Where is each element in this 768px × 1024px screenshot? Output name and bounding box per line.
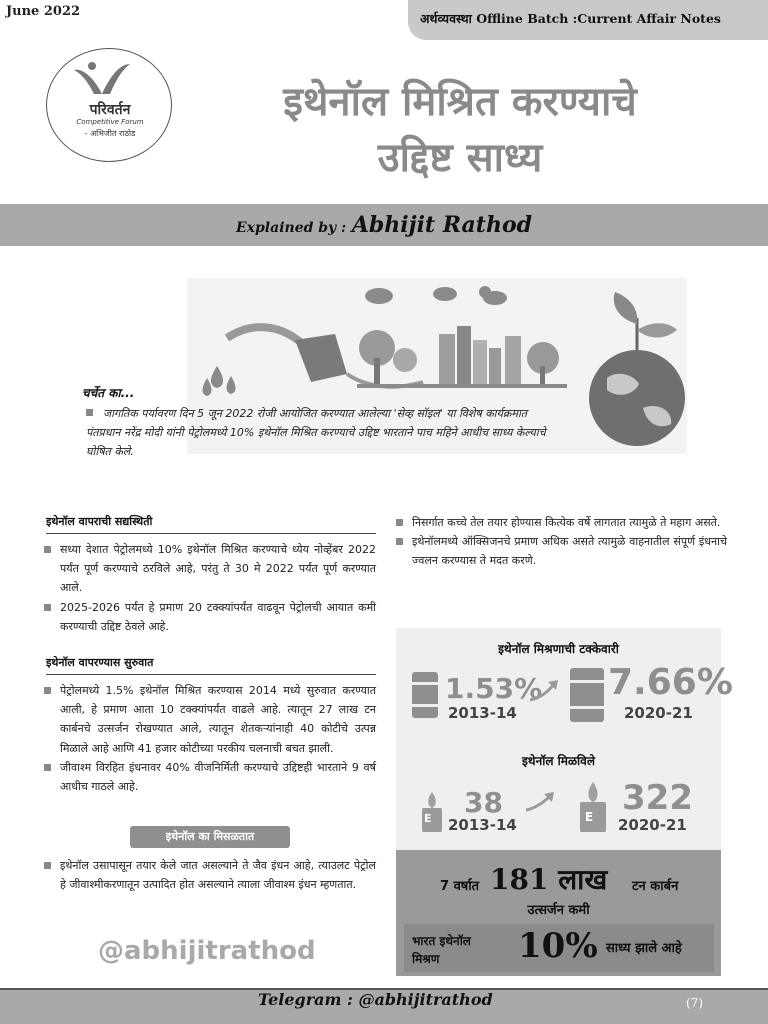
arrow-up-right-icon xyxy=(524,790,558,814)
byline xyxy=(236,212,532,238)
list-item: पेट्रोलमध्ये 1.5% इथेनॉल मिश्रित करण्यास 2014 मध्ये सुरुवात करण्यात आली, हे प्रमाण आता 10 टक्क्यांपर्यंत वाढले आहे. त्यातून 27 लाख टन कार्बनचे उत्सर्जन रोखण्यात आले, त्यातून शेतकऱ्यांनाही 40 कोटीचे उत्पन्न मिळाले आहे आणि 41 हजार कोटीच्या परकीय चलनाची बचत झाली. xyxy=(40,681,376,758)
page-number: (7) xyxy=(686,996,703,1010)
section-why-blend xyxy=(40,856,376,894)
carbon-pre: 7 वर्षात xyxy=(440,879,480,894)
can-label: E xyxy=(424,812,432,825)
section-current-status xyxy=(46,514,376,636)
byline-author: Abhijit Rathod xyxy=(351,212,533,238)
intro-body: जागतिक पर्यावरण दिन 5 जून 2022 रोजी आयोजित करण्यात आलेल्या 'सेव्ह सॉइल' या विशेष कार्यक्रमात पंतप्रधान नरेंद्र मोदी यांनी पेट्रोलमध्ये 10% इथेनॉल मिश्रित करण्याचे उद्दिष्ट भारताने पाच महिने आधीच साध्य केल्याचे घोषित केले. xyxy=(86,407,546,458)
obtained-to-year: 2020-21 xyxy=(618,816,687,834)
obtained-heading: इथेनॉल मिळविले xyxy=(522,754,595,768)
list-item: सध्या देशात पेट्रोलमध्ये 10% इथेनॉल मिश्रित करण्याचे ध्येय नोव्हेंबर 2022 पर्यंत पूर्ण करण्याचे ठरविले आहे, परंतु ते 30 मे 2022 पर्यंत पूर्ण करण्यात आले. xyxy=(40,540,376,598)
list-item: निसर्गात कच्चे तेल तयार होण्यास कित्येक वर्षे लागतात त्यामुळे ते महाग असते. xyxy=(392,513,727,532)
title-line-1: इथेनॉल मिश्रित करण्याचे xyxy=(283,79,637,125)
list-item: इथेनॉल उसापासून तयार केले जात असल्याने ते जैव इंधन आहे, त्याउलट पेट्रोल हे जीवाश्मीकरणातून उत्पादित होत असल्याने त्याला जीवाश्म इंधन म्हणतात. xyxy=(40,856,376,894)
logo-word: परिवर्तन xyxy=(89,102,131,118)
carbon-line2: उत्सर्जन कमी xyxy=(527,903,590,918)
right-points xyxy=(392,513,727,571)
logo-forum: Competitive Forum xyxy=(76,118,144,126)
india-label: भारत इथेनॉल मिश्रण xyxy=(412,934,471,966)
oil-barrel-icon xyxy=(410,668,440,720)
list-item: इथेनॉलमध्ये ऑक्सिजनचे प्रमाण अधिक असते त्यामुळे वाहनातील संपूर्ण इंधनाचे ज्वलन करण्यास ते मदत करणे. xyxy=(392,532,727,570)
byline-prefix: Explained by : xyxy=(236,220,347,236)
ethanol-can-icon xyxy=(578,780,608,834)
blend-to-year: 2020-21 xyxy=(624,704,693,722)
blend-heading: इथेनॉल मिश्रणाची टक्केवारी xyxy=(498,642,619,656)
oil-barrel-icon xyxy=(568,664,606,724)
blend-from-value: 1.53% xyxy=(445,672,543,705)
list-item: जीवाश्म विरहित इंधनावर 40% वीजनिर्मिती करण्याचे उद्दिष्टही भारताने 9 वर्ष आधीच गाठले आहे. xyxy=(40,758,376,796)
divider xyxy=(46,533,376,534)
section-heading-pill: इथेनॉल का मिसळतात xyxy=(130,826,290,848)
list-item: 2025-2026 पर्यंत हे प्रमाण 20 टक्क्यांपर्यंत वाढवून पेट्रोलची आयात कमी करण्याची उद्दिष्ट ठेवले आहे. xyxy=(40,598,376,636)
section-start-of-use xyxy=(46,655,376,796)
page-title xyxy=(200,74,720,186)
title-line-2: उद्दिष्ट साध्य xyxy=(377,135,543,181)
blend-to-value: 7.66% xyxy=(608,662,733,703)
arrow-up-right-icon xyxy=(528,676,562,704)
intro-text xyxy=(86,404,556,461)
bullet-icon xyxy=(86,409,93,416)
series-banner: अर्थव्यवस्था Offline Batch :Current Affair Notes xyxy=(408,0,768,40)
issue-date: June 2022 xyxy=(6,4,81,19)
section-heading: इथेनॉल वापरण्यास सुरुवात xyxy=(46,656,154,669)
wings-icon xyxy=(72,54,132,100)
blend-from-year: 2013-14 xyxy=(448,704,517,722)
logo-name: - अभिजीत राठोड xyxy=(84,129,136,138)
watermark-handle: @abhijitrathod xyxy=(98,936,316,966)
obtained-from-year: 2013-14 xyxy=(448,816,517,834)
can-label: E xyxy=(585,810,594,824)
divider xyxy=(46,674,376,675)
carbon-big: 181 लाख xyxy=(490,863,608,896)
section-heading: इथेनॉल वापराची सद्यस्थिती xyxy=(46,515,153,528)
obtained-from-value: 38 xyxy=(464,786,503,819)
intro-heading: चर्चेत का... xyxy=(82,386,135,400)
obtained-to-value: 322 xyxy=(622,778,693,818)
carbon-post: टन कार्बन xyxy=(632,879,679,894)
india-post: साध्य झाले आहे xyxy=(606,941,682,956)
india-value: 10% xyxy=(518,926,598,966)
telegram-handle: Telegram : @abhijitrathod xyxy=(258,990,493,1009)
